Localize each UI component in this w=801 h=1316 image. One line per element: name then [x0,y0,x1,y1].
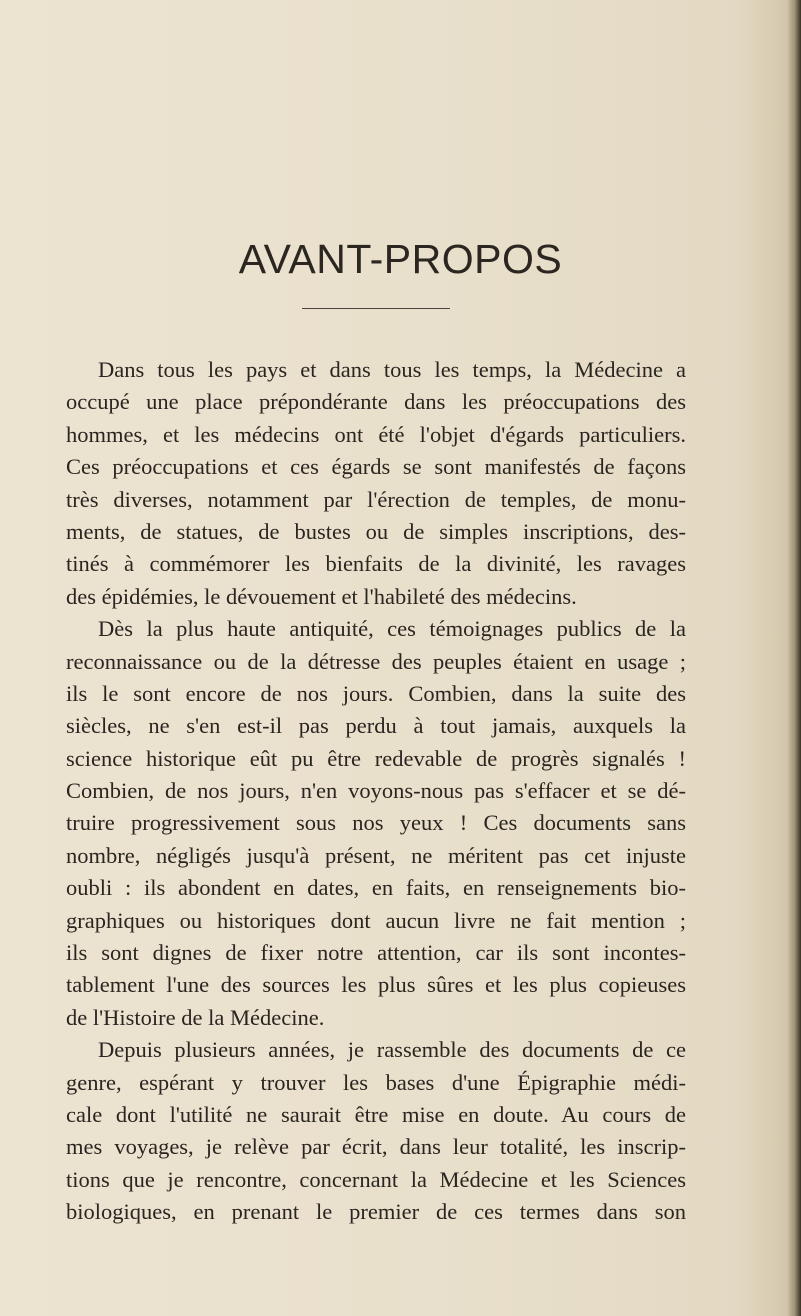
text-line: Dès la plus haute antiquité, ces témoignages publics de la [98,616,686,642]
text-line: ments, de statues, de bustes ou de simples inscriptions, des- [66,518,686,544]
text-line: des épidémies, le dévouement et l'habileté des médecins. [66,583,577,609]
page-edge-shadow [787,0,801,1316]
text-line: siècles, ne s'en est-il pas perdu à tout jamais, auxquels la [66,713,686,739]
text-line: science historique eût pu être redevable de progrès signalés ! [66,745,686,771]
text-line: reconnaissance ou de la détresse des peuples étaient en usage ; [66,648,686,674]
text-line: Depuis plusieurs années, je rassemble des documents de ce [98,1037,686,1063]
text-line: tions que je rencontre, concernant la Médecine et les Sciences [66,1166,686,1192]
text-line: tablement l'une des sources les plus sûres et les plus copieuses [66,972,686,998]
text-line: truire progressivement sous nos yeux ! Ces documents sans [66,810,686,836]
text-line: de l'Histoire de la Médecine. [66,1004,325,1030]
text-line: hommes, et les médecins ont été l'objet d'égards particuliers. [66,421,686,447]
page-title: AVANT-PROPOS [238,236,563,282]
text-line: graphiques ou historiques dont aucun livre ne fait mention ; [66,907,686,933]
text-line: ils le sont encore de nos jours. Combien, dans la suite des [66,680,686,706]
text-line: mes voyages, je relève par écrit, dans leur totalité, les inscrip- [66,1134,686,1160]
body-text [66,354,686,1229]
text-line: genre, espérant y trouver les bases d'une Épigraphie médi- [66,1069,686,1095]
text-line: ils sont dignes de fixer notre attention, car ils sont incontes- [66,940,686,966]
text-line: Combien, de nos jours, n'en voyons-nous pas s'effacer et se dé- [66,778,686,804]
text-line: Ces préoccupations et ces égards se sont manifestés de façons [66,454,686,480]
text-line: nombre, négligés jusqu'à présent, ne méritent pas cet injuste [66,842,686,868]
text-line: Dans tous les pays et dans tous les temps, la Médecine a [98,357,686,382]
text-line: biologiques, en prenant le premier de ces termes dans son [66,1199,686,1225]
text-line: très diverses, notamment par l'érection de temples, de monu- [66,486,686,512]
text-line: oubli : ils abondent en dates, en faits, en renseignements bio- [66,875,686,901]
text-line: tinés à commémorer les bienfaits de la divinité, les ravages [66,551,686,577]
text-line: occupé une place prépondérante dans les préoccupations des [66,389,686,415]
text-line: cale dont l'utilité ne saurait être mise en doute. Au cours de [66,1101,686,1127]
title-divider [302,308,450,309]
